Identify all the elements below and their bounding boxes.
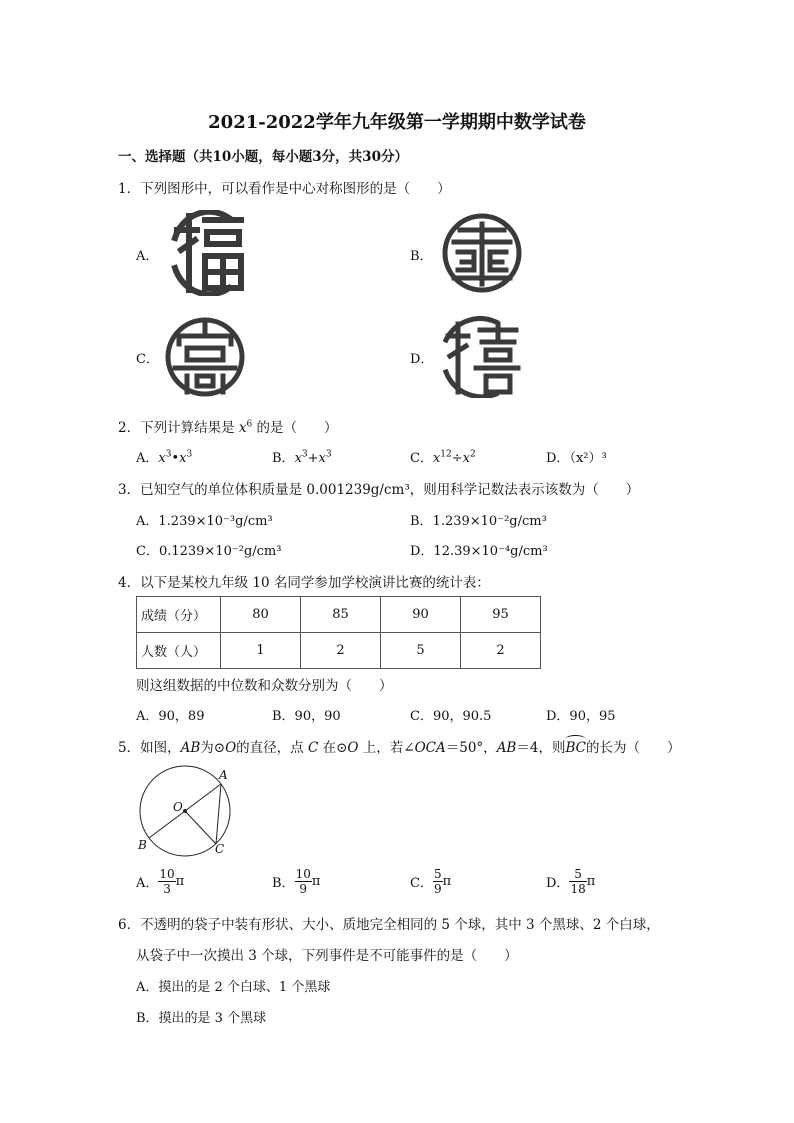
q1-option-d-label[interactable]: D．: [410, 352, 434, 367]
q5-option-b-label: B．: [272, 876, 295, 891]
q5-text: 的直径，点: [236, 740, 308, 756]
q5-var-c: C: [307, 740, 319, 756]
q2-stem-exp: 6: [246, 419, 253, 430]
table-cell: 5: [381, 633, 461, 669]
table-cell: 2: [301, 633, 381, 669]
q6-option-a[interactable]: A．摸出的是 2 个白球、1 个黑球: [136, 980, 331, 995]
q2-b-op: +: [307, 451, 319, 466]
pi-symbol: π: [175, 874, 185, 889]
q3-option-a[interactable]: A．1.239×10⁻³g/cm³: [136, 514, 273, 529]
q2-b-exp1: 3: [301, 449, 308, 460]
q2-c-base2: x: [462, 451, 470, 466]
lu-seal-image: [440, 212, 524, 294]
question-1-stem: 1．下列图形中，可以看作是中心对称图形的是（ ）: [118, 181, 451, 197]
table-cell: 90: [381, 597, 461, 633]
fig-label-o: O: [173, 800, 183, 814]
table-cell: 1: [221, 633, 301, 669]
denominator: 18: [570, 882, 586, 896]
table-cell: 人数（人）: [137, 633, 221, 669]
q5-text: 在⊙: [318, 740, 348, 756]
shou-seal-image: [163, 314, 247, 400]
q5-text: ＝4，则: [516, 740, 566, 756]
q5-text: 的长为（ ）: [585, 740, 681, 756]
q2-c-base1: x: [432, 451, 441, 466]
q5-var-oca: OCA: [414, 740, 446, 756]
fraction: [433, 867, 443, 896]
numerator: 5: [433, 867, 442, 881]
q5-text: 为⊙: [200, 740, 226, 756]
pi-symbol: π: [311, 874, 321, 889]
q5-option-b[interactable]: [272, 867, 320, 896]
q4-option-c[interactable]: C．90，90.5: [410, 709, 492, 724]
question-6-stem-line1: 6．不透明的袋子中装有形状、大小、质地完全相同的 5 个球，其中 3 个黑球、2 个白球，: [118, 917, 660, 933]
denominator: 9: [299, 882, 308, 896]
q2-a-exp1: 3: [165, 449, 172, 460]
q4-option-b[interactable]: B．90，90: [272, 709, 341, 724]
q5-text: 上，若∠: [358, 740, 415, 756]
q5-option-c-label: C．: [410, 876, 433, 891]
page-title: 2021-2022学年九年级第一学期期中数学试卷: [208, 112, 586, 133]
q5-option-d[interactable]: [546, 867, 595, 896]
q2-stem-pre: 2．下列计算结果是: [118, 420, 239, 436]
table-row: [137, 597, 541, 633]
q2-option-d-label: D．: [546, 451, 570, 466]
q5-var-ab: AB: [180, 740, 201, 756]
q2-b-exp2: 3: [325, 449, 332, 460]
q3-option-c[interactable]: C．0.1239×10⁻²g/cm³: [136, 544, 282, 559]
table-row: [137, 633, 541, 669]
q2-a-base2: x: [179, 451, 187, 466]
fig-label-c: C: [215, 842, 225, 856]
table-cell: 85: [301, 597, 381, 633]
q2-option-b-label: B．: [272, 451, 295, 466]
q2-option-d-text: （x²）³: [569, 451, 607, 466]
xi-seal-image: [440, 316, 524, 398]
q5-arc-bc: [565, 740, 586, 756]
q2-b-base2: x: [318, 451, 326, 466]
q5-option-a-label: A．: [136, 876, 159, 891]
denominator: 9: [433, 882, 442, 896]
pi-symbol: π: [442, 874, 452, 889]
q4-follow-up: 则这组数据的中位数和众数分别为（ ）: [136, 678, 393, 694]
q2-a-op: •: [171, 451, 180, 466]
q5-var-o: O: [225, 740, 237, 756]
question-2-stem: [118, 416, 338, 436]
section-heading: 一、选择题（共10小题，每小题3分，共30分）: [118, 149, 408, 165]
question-6-stem-line2: 从袋子中一次摸出 3 个球，下列事件是不可能事件的是（ ）: [136, 948, 518, 964]
pi-symbol: π: [586, 874, 596, 889]
q2-c-exp2: 2: [470, 449, 476, 460]
q5-arc-label: BC: [565, 740, 586, 756]
question-3-stem: 3．已知空气的单位体积质量是 0.001239g/cm³，则用科学记数法表示该数为（ ）: [118, 482, 640, 498]
q5-var-o: O: [347, 740, 359, 756]
fraction: [569, 867, 586, 896]
q2-option-a-label: A．: [136, 451, 159, 466]
arc-mark-icon: [565, 735, 586, 744]
question-5-stem: [118, 736, 680, 756]
fu-seal-image: [167, 210, 247, 296]
score-table: [136, 596, 541, 669]
numerator: 5: [569, 867, 586, 882]
q2-stem-post: 的是（ ）: [252, 420, 338, 436]
table-cell: 成绩（分）: [137, 597, 221, 633]
q2-c-exp1: 12: [440, 449, 452, 460]
q2-option-c[interactable]: [410, 447, 476, 466]
q5-option-a[interactable]: [136, 867, 184, 896]
q1-option-a-label[interactable]: A．: [136, 249, 159, 264]
q2-option-a[interactable]: [136, 447, 192, 466]
q2-c-op: ÷: [451, 451, 463, 466]
q4-option-a[interactable]: A．90，89: [136, 709, 205, 724]
q5-option-d-label: D．: [546, 876, 570, 891]
question-4-stem: 4．以下是某校九年级 10 名同学参加学校演讲比赛的统计表：: [118, 575, 490, 591]
q2-option-d[interactable]: [546, 447, 607, 466]
q5-text: ＝50°，: [445, 740, 497, 756]
q5-text: 5．如图，: [118, 740, 181, 756]
q1-option-b-label[interactable]: B．: [410, 249, 433, 264]
fraction: [295, 867, 312, 896]
fraction: [158, 867, 175, 896]
table-cell: 80: [221, 597, 301, 633]
numerator: 10: [159, 867, 175, 881]
q2-stem-var: x: [238, 420, 247, 436]
fig-label-b: B: [138, 838, 147, 852]
denominator: 3: [163, 882, 171, 896]
q3-option-d[interactable]: D．12.39×10⁻⁴g/cm³: [410, 544, 548, 559]
q1-option-c-label[interactable]: C．: [136, 352, 159, 367]
q5-option-c[interactable]: [410, 867, 451, 896]
q2-a-base1: x: [158, 451, 166, 466]
q2-a-exp2: 3: [186, 449, 193, 460]
q2-option-c-label: C．: [410, 451, 433, 466]
table-cell: 95: [461, 597, 541, 633]
q3-option-b[interactable]: B．1.239×10⁻²g/cm³: [410, 514, 547, 529]
q5-var-ab: AB: [496, 740, 517, 756]
table-cell: 2: [461, 633, 541, 669]
q4-option-d[interactable]: D．90，95: [546, 709, 616, 724]
fig-label-a: A: [219, 768, 228, 782]
q2-option-b[interactable]: [272, 447, 332, 466]
numerator: 10: [295, 867, 311, 881]
q2-b-base1: x: [294, 451, 302, 466]
q6-option-b[interactable]: B．摸出的是 3 个黑球: [136, 1011, 267, 1026]
